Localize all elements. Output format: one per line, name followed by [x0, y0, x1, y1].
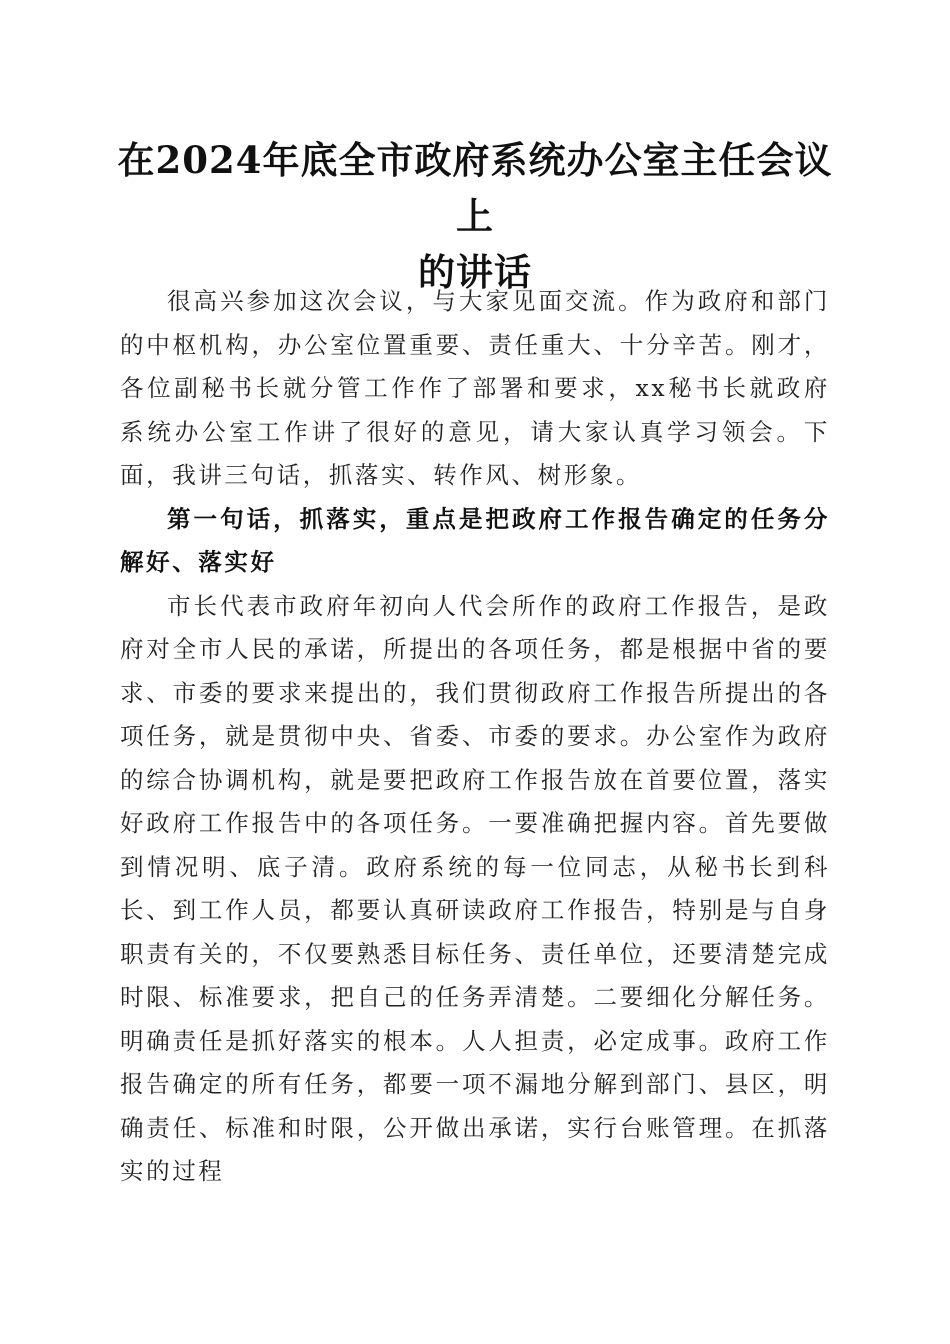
- intro-paragraph: 很高兴参加这次会议，与大家见面交流。作为政府和部门的中枢机构，办公室位置重要、责任重大、十分辛苦。刚才，各位副秘书长就分管工作作了部署和要求，xx秘书长就政府系统办公室工作讲了很好的意见，请大家认真学习领会。下面，我讲三句话，抓落实、转作风、树形象。: [120, 287, 830, 489]
- document-body: [120, 280, 830, 1194]
- document-title: [110, 132, 840, 300]
- title-line-1: 在2024年底全市政府系统办公室主任会议上: [117, 138, 833, 238]
- title-line-2: 的讲话: [418, 250, 532, 294]
- section-1-paragraph: 市长代表市政府年初向人代会所作的政府工作报告，是政府对全市人民的承诺，所提出的各项任务，都是根据中省的要求、市委的要求来提出的，我们贯彻政府工作报告所提出的各项任务，就是贯彻中央、省委、市委的要求。办公室作为政府的综合协调机构，就是要把政府工作报告放在首要位置，落实好政府工作报告中的各项任务。一要准确把握内容。首先要做到情况明、底子清。政府系统的每一位同志，从秘书长到科长、到工作人员，都要认真研读政府工作报告，特别是与自身职责有关的，不仅要熟悉目标任务、责任单位，还要清楚完成时限、标准要求，把自己的任务弄清楚。二要细化分解任务。明确责任是抓好落实的根本。人人担责，必定成事。政府工作报告确定的所有任务，都要一项不漏地分解到部门、县区，明确责任、标准和时限，公开做出承诺，实行台账管理。在抓落实的过程: [120, 591, 830, 1185]
- section-heading-1: 第一句话，抓落实，重点是把政府工作报告确定的任务分解好、落实好: [120, 504, 830, 576]
